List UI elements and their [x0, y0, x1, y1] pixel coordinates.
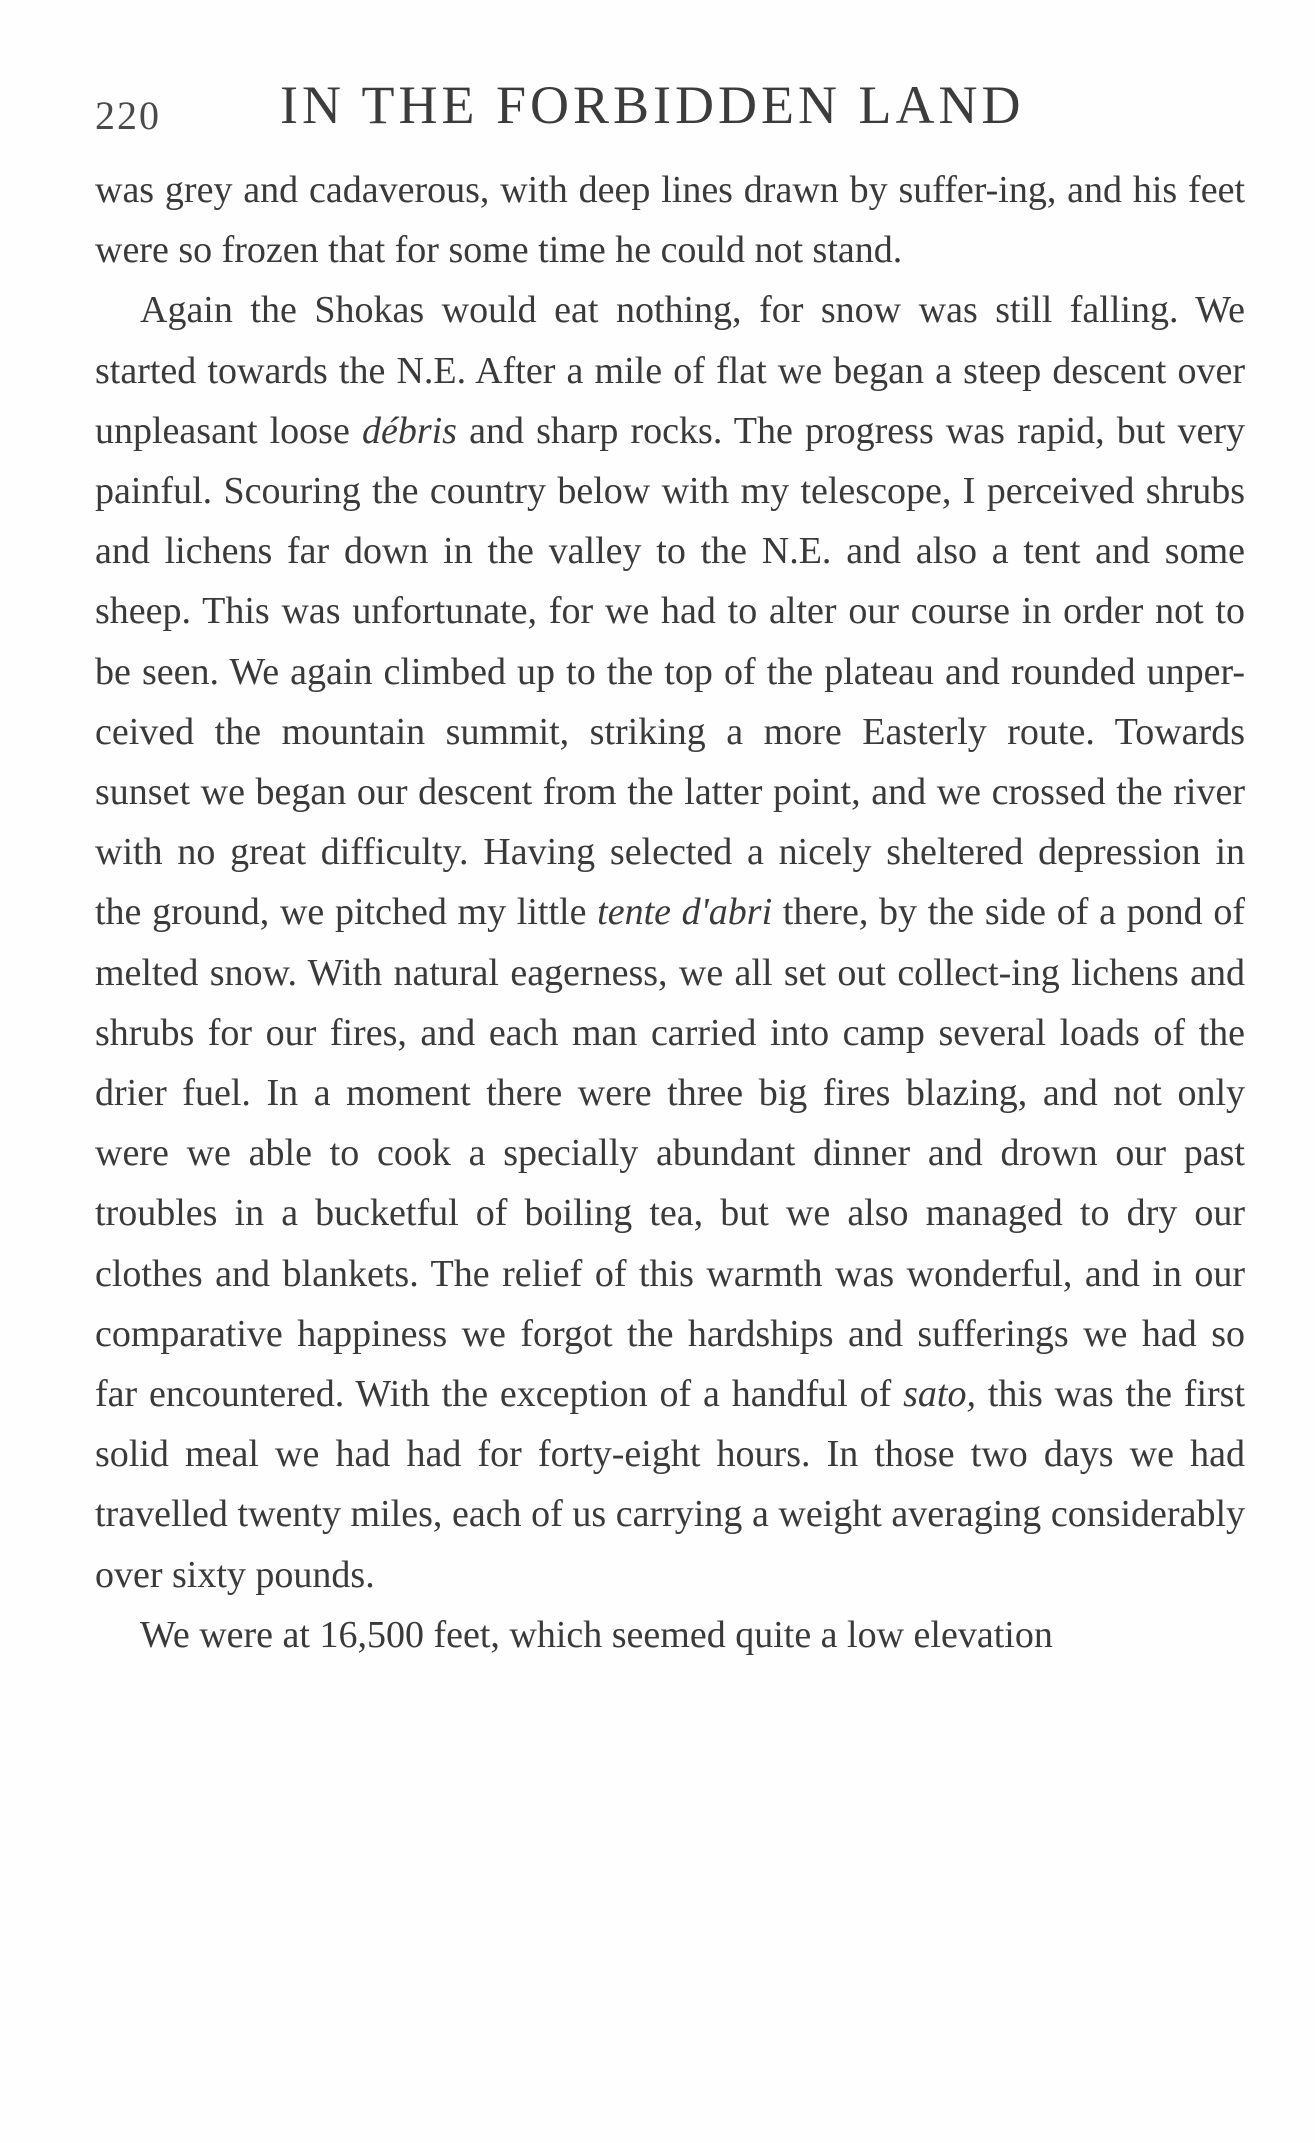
body-text: [95, 160, 1245, 1665]
text-segment: and sharp rocks. The progress was rapid, but very painful. Scouring the country below with my telescope, I perceived shrubs and lichens far down in the valley to the N.E. and also a tent and some sheep. This was unfortunate, for we had to alter our course in order not to be seen. We again climbed up to the top of the plateau and rounded unper-ceived the mountain summit, striking a more Easterly route. Towards sunset we began our descent from the latter point, and we crossed the river with no great difficulty. Having selected a nicely sheltered depression in the ground, we pitched my little: [95, 409, 1245, 934]
text-segment: this was the first solid meal we had had for forty-eight hours. In those two days we had travelled twenty miles, each of us carrying a weight averaging considerably over sixty pounds.: [95, 1373, 1246, 1596]
italic-term-sato: sato,: [903, 1373, 976, 1416]
paragraph-descent: [95, 280, 1245, 1604]
italic-term-tente-dabri: tente d'abri: [597, 891, 773, 934]
paragraph-continuation: was grey and cadaverous, with deep lines drawn by suffer-ing, and his feet were so frozen that for some time he could not stand.: [95, 169, 1245, 272]
text-segment: Again the Shokas would eat nothing, for snow was still falling. We started towards the N.E. After a mile of flat we began a steep descent over unpleasant loose: [95, 289, 1245, 452]
running-head: [95, 68, 1250, 138]
running-title: IN THE FORBIDDEN LAND: [280, 75, 1025, 135]
text-segment: there, by the side of a pond of melted snow. With natural eagerness, we all set out collect-ing lichens and shrubs for our fires, and each man carried into camp several loads of the drier fuel. In a moment there were three big fires blazing, and not only were we able to cook a specially abundant dinner and drown our past troubles in a bucketful of boiling tea, but we also managed to dry our clothes and blankets. The relief of this warmth was wonderful, and in our comparative happiness we forgot the hardships and sufferings we had so far encountered. With the exception of a handful of: [95, 891, 1246, 1416]
page-number: 220: [95, 93, 161, 138]
paragraph-elevation: We were at 16,500 feet, which seemed quite a low elevation: [140, 1613, 1053, 1656]
italic-term-debris: débris: [361, 409, 457, 452]
